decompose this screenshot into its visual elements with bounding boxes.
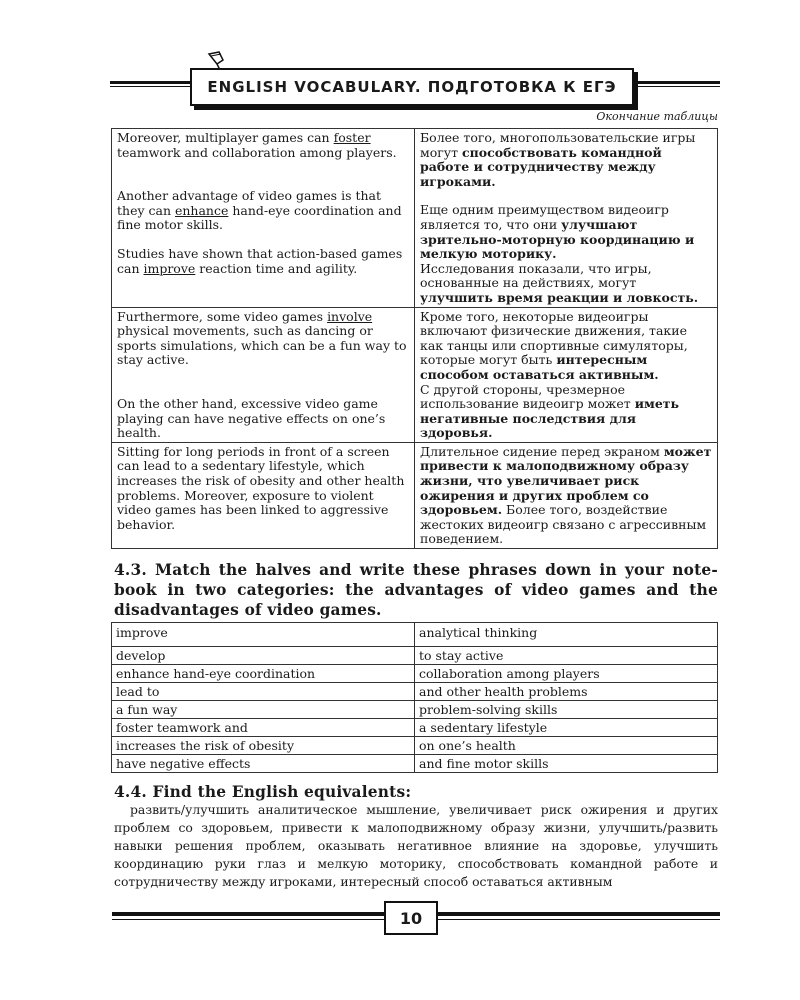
table-row [112,307,718,442]
russian-cell: Более того, многопользовательские игры могут способствовать командной работе и сотрудничеству между игроками. Еще одним преимуществом видеоигр является то, что они улучшают зрительно-моторную координацию и мелкую моторику. Исследования показали, что игры, основанные на действиях, могут улучшить время реакции и ловкость. [415,129,718,308]
page-header-title: ENGLISH VOCABULARY. ПОДГОТОВКА К ЕГЭ [207,78,617,96]
english-cell: Furthermore, some video games involve physical movements, such as dancing or sports simulations, which can be a fun way to stay active. On the other hand, excessive video game playing can have negative effects on one’s health. [112,307,415,442]
task-4-4-heading: 4.4. Find the English equivalents: [114,783,412,801]
match-row [112,737,718,755]
match-row [112,647,718,665]
russian-cell: Длительное сидение перед экраном может привести к малоподвижному образу жизни, что увеличивает риск ожирения и других проблем со здоровьем. Более того, воздействие жестоких видеоигр связано с агрессивным поведением. [415,442,718,548]
match-right-cell: problem-solving skills [415,701,718,719]
table-row [112,129,718,308]
match-left-cell: develop [112,647,415,665]
header-title-box [190,68,634,106]
match-left-cell: a fun way [112,701,415,719]
match-halves-table [111,622,718,773]
match-right-cell: on one’s health [415,737,718,755]
match-right-cell: collaboration among players [415,665,718,683]
task-4-3-heading: 4.3. Match the halves and write these phrases down in your note-book in two categories: the advantages of video games and the disadvantages of video games. [114,561,718,619]
match-right-cell: a sedentary lifestyle [415,719,718,737]
match-row [112,755,718,773]
match-right-cell: and fine motor skills [415,755,718,773]
match-row [112,665,718,683]
match-row [112,701,718,719]
vocabulary-table [111,128,718,549]
table-row [112,442,718,548]
russian-cell: Кроме того, некоторые видеоигры включают физические движения, такие как танцы или спортивные симуляторы, которые могут быть интересным способом оставаться активным. С другой стороны, чрезмерное использование видеоигр может иметь негативные последствия для здоровья. [415,307,718,442]
match-left-cell: have negative effects [112,755,415,773]
match-right-cell: analytical thinking [415,623,718,647]
match-left-cell: foster teamwork and [112,719,415,737]
english-cell: Sitting for long periods in front of a screen can lead to a sedentary lifestyle, which increases the risk of obesity and other health problems. Moreover, exposure to violent video games has been linked to aggressive behavior. [112,442,415,548]
match-row [112,623,718,647]
match-left-cell: lead to [112,683,415,701]
match-row [112,719,718,737]
task-4-4-text: развить/улучшить аналитическое мышление, увеличивает риск ожирения и других проблем со здоровьем, привести к малоподвижному образу жизни, улучшить/развить навыки решения проблем, оказывать негативное влияние на здоровье, улучшить координацию руки глаз и мелкую моторику, способствовать командной работе и сотрудничеству между игроками, интересный способ оставаться активным [114,802,718,889]
english-cell: Moreover, multiplayer games can foster teamwork and collaboration among players. Another advantage of video games is that they can enhance hand-eye coordination and fine motor skills. Studies have shown that action-based games can improve reaction time and agility. [112,129,415,308]
match-left-cell: increases the risk of obesity [112,737,415,755]
match-left-cell: enhance hand-eye coordination [112,665,415,683]
match-row [112,683,718,701]
match-right-cell: and other health problems [415,683,718,701]
match-left-cell: improve [112,623,415,647]
match-right-cell: to stay active [415,647,718,665]
page-number: 10 [384,901,438,935]
table-continuation-note: Окончание таблицы [596,110,718,123]
